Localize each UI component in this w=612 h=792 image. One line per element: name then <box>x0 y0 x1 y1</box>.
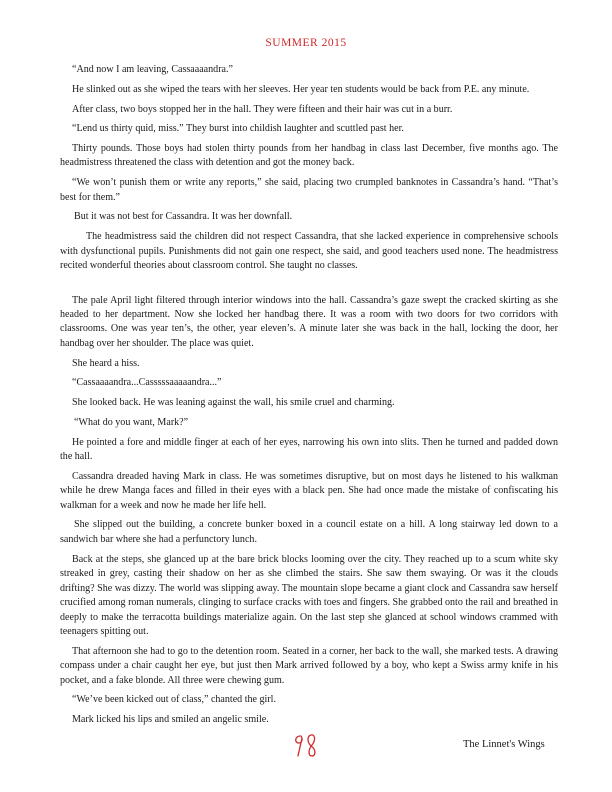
paragraph: Thirty pounds. Those boys had stolen thirty pounds from her handbag in class last December, five months ago. The headmistress threatened the class with detention and got the money back. <box>60 143 558 169</box>
paragraph: “We won’t punish them or write any reports,” she said, placing two crumpled banknotes in Cassandra’s hand. “That’s best for them.” <box>60 177 558 203</box>
section-header: SUMMER 2015 <box>265 37 347 49</box>
story-text <box>60 63 558 733</box>
paragraph: After class, two boys stopped her in the hall. They were fifteen and their hair was cut in a burr. <box>72 103 453 115</box>
paragraph: But it was not best for Cassandra. It was her downfall. <box>74 211 293 223</box>
paragraph: “What do you want, Mark?” <box>74 416 189 428</box>
paragraph: Back at the steps, she glanced up at the bare brick blocks looming over the city. They reached up to a scum white sky streaked in grey, casting their shadow on her as she climbed the stairs. She saw them swaying. Or was it the clouds drifting? She was dizzy. The world was slipping away. The mountain slope became a giant clock and Cassandra saw herself crucified among roman numerals, clinging to surface cracks with toes and fingers. She grabbed onto the rail and breathed in deeply to make the terracotta buildings materialize again. On the last step she glanced at school windows crammed with teenagers spitting out. <box>60 553 558 637</box>
paragraph: She heard a hiss. <box>72 357 140 369</box>
paragraph: The pale April light filtered through interior windows into the hall. Cassandra’s gaze swept the cracked skirting as she headed to her department. Now she locked her handbag there. It was a room with two doors for two corridors with classrooms. One was year ten’s, the other, year eleven’s. A minute later she was back in the hall, locking the door, her handbag over her shoulder. The place was quiet. <box>60 294 558 349</box>
paragraph: Mark licked his lips and smiled an angelic smile. <box>72 714 269 726</box>
paragraph: “And now I am leaving, Cassaaaandra.” <box>72 64 233 75</box>
paragraph: She slipped out the building, a concrete bunker boxed in a council estate on a hill. A long stairway led down to a sandwich bar where she had a perfunctory lunch. <box>60 519 558 545</box>
paragraph: “Cassaaaandra...Casssssaaaaandra...” <box>72 377 222 389</box>
paragraph: She looked back. He was leaning against the wall, his smile cruel and charming. <box>72 397 395 409</box>
paragraph: That afternoon she had to go to the detention room. Seated in a corner, her back to the wall, she marked tests. A drawing compass under a chair caught her eye, but just then Mark arrived followed by a boy, who kept a Swiss army knife in his pocket, and a fake blonde. All three were chewing gum. <box>60 645 558 686</box>
paragraph: The headmistress said the children did not respect Cassandra, that she lacked experience in comprehensive schools with dysfunctional pupils. Punishments did not gain one respect, she said, and good teachers used none. The headmistress recited wonderful theories about classroom control. She taught no classes. <box>60 231 558 272</box>
paragraph: “Lend us thirty quid, miss.” They burst into childish laughter and scuttled past her. <box>72 123 404 135</box>
paragraph: Cassandra dreaded having Mark in class. He was sometimes disruptive, but on most days he listened to his walkman while he drew Manga faces and filled in their eyes with a black pen. She had once made the mistake of confiscating his walkman for a week and now he made her life hell. <box>60 470 558 511</box>
paragraph: “We’ve been kicked out of class,” chanted the girl. <box>72 694 276 706</box>
paragraph: He pointed a fore and middle finger at each of her eyes, narrowing his own into slits. Then he turned and padded down the hall. <box>60 436 558 463</box>
paragraph: He slinked out as she wiped the tears with her sleeves. Her year ten students would be back from P.E. any minute. <box>72 83 530 95</box>
page-number-glyph <box>291 730 321 760</box>
magazine-title: The Linnet's Wings <box>463 739 545 750</box>
